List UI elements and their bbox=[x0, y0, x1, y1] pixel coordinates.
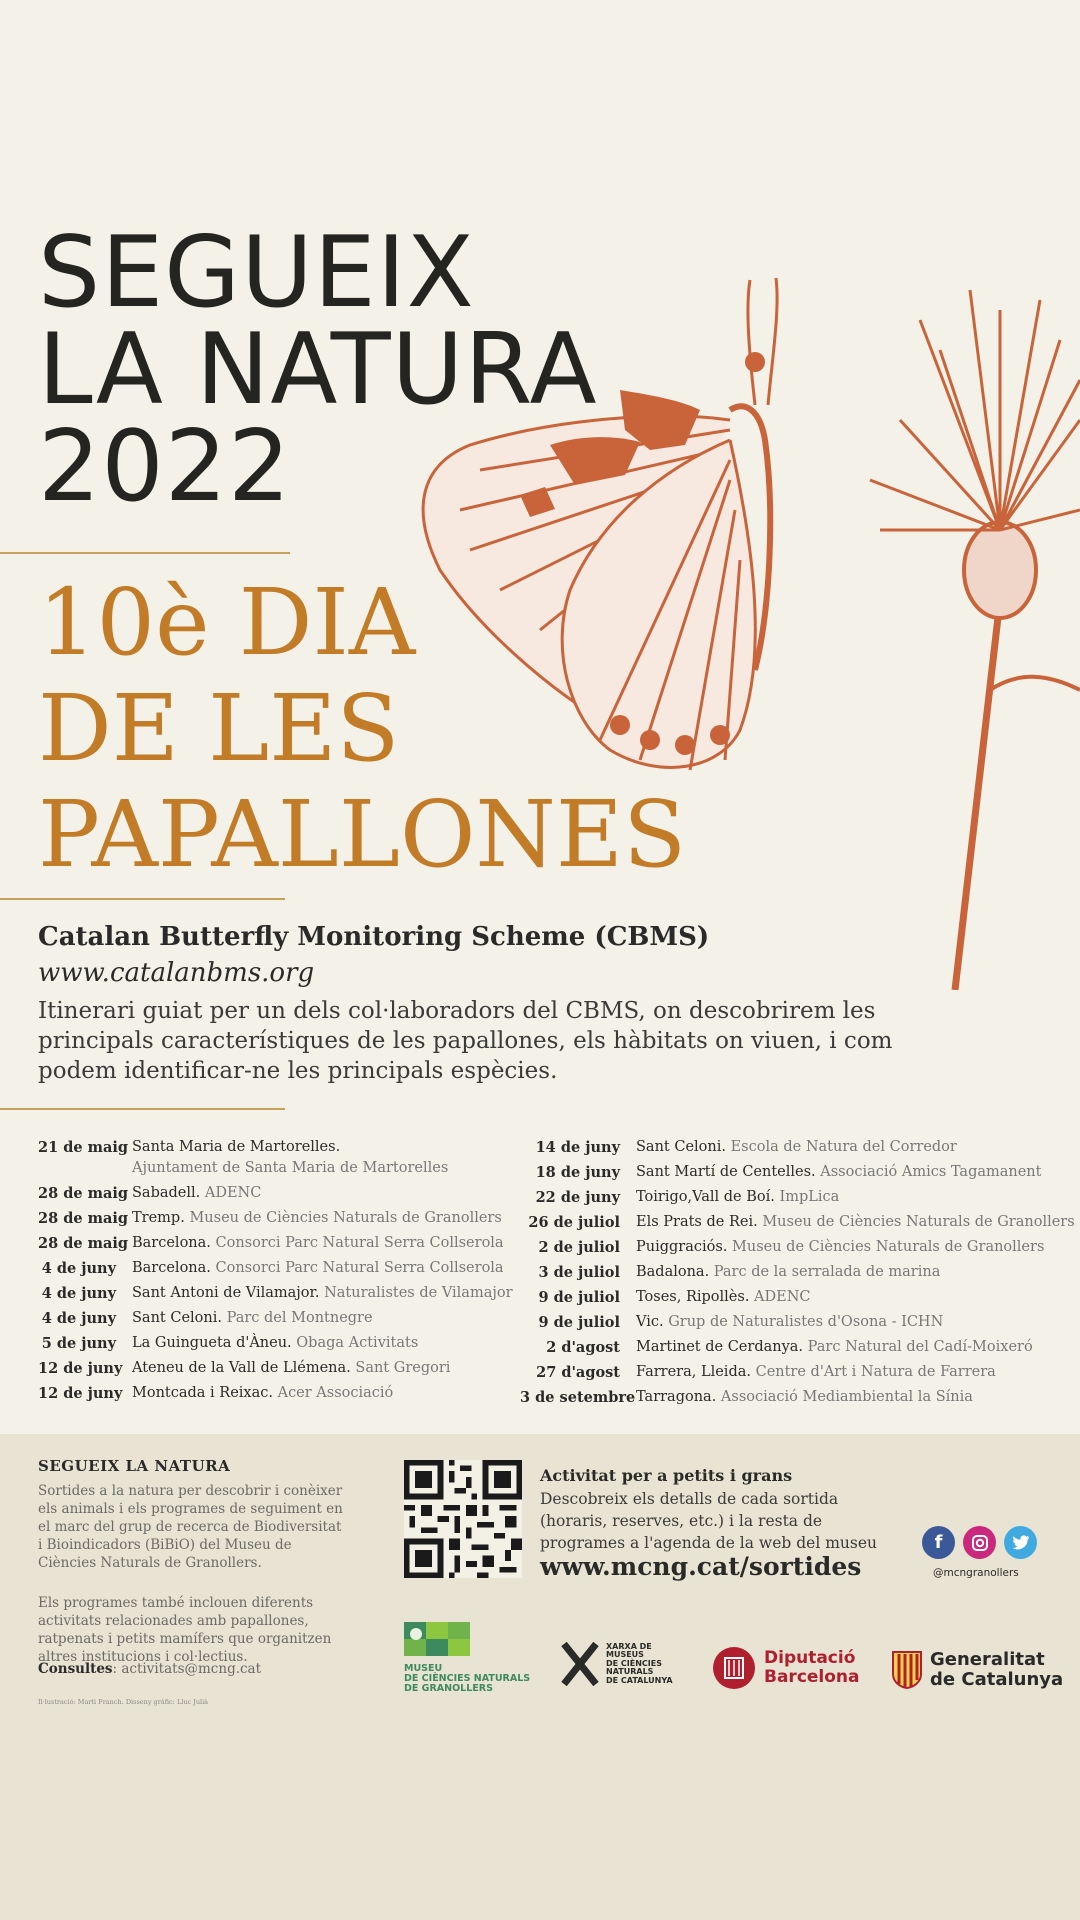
place-name: Barcelona. bbox=[132, 1235, 211, 1251]
xarxa-logo-line: NATURALS bbox=[606, 1667, 654, 1677]
schedule-row bbox=[38, 1281, 513, 1306]
schedule-row bbox=[38, 1231, 513, 1256]
footer-description: Sortides a la natura per descobrir i conèixer els animals i els programes de seguiment en el marc del grup de recerca de Biodiversitat i Bioindicadors (BiBiO) del Museu de Ciències Naturals de Granollers. bbox=[38, 1483, 343, 1571]
place-name: Martinet de Cerdanya. bbox=[636, 1339, 804, 1355]
schedule-row bbox=[38, 1135, 513, 1181]
schedule-date: 21 de maig bbox=[38, 1139, 129, 1156]
schedule-row bbox=[38, 1206, 513, 1231]
schedule-row bbox=[38, 1181, 513, 1206]
schedule-place bbox=[620, 1385, 973, 1410]
schedule-row bbox=[38, 1306, 513, 1331]
schedule-place bbox=[620, 1360, 996, 1385]
organizer-name: Escola de Natura del Corredor bbox=[730, 1139, 957, 1155]
place-name: Sant Celoni. bbox=[636, 1139, 726, 1155]
schedule-date: 4 de juny bbox=[41, 1310, 116, 1327]
intro-text: Itinerari guiat per un dels col·laboradors del CBMS, on descobrirem les principals característiques de les papallones, els hàbitats on viuen, i com podem identificar-ne les principals espècies. bbox=[38, 998, 893, 1084]
schedule-row bbox=[38, 1356, 513, 1381]
schedule-place bbox=[620, 1185, 839, 1210]
schedule-row bbox=[520, 1185, 1075, 1210]
schedule-row bbox=[520, 1285, 1075, 1310]
divider bbox=[0, 898, 285, 900]
instagram-icon[interactable] bbox=[963, 1526, 996, 1559]
organizer-name: Consorci Parc Natural Serra Collserola bbox=[215, 1260, 504, 1276]
diputacio-barcelona-logo bbox=[712, 1646, 860, 1690]
schedule-date: 4 de juny bbox=[41, 1260, 116, 1277]
schedule-date: 9 de juliol bbox=[538, 1314, 620, 1331]
schedule-row bbox=[520, 1385, 1075, 1410]
title-line: LA NATURA bbox=[38, 313, 598, 427]
place-name: Sant Celoni. bbox=[132, 1310, 222, 1326]
organizer-name: Centre d'Art i Natura de Farrera bbox=[755, 1364, 996, 1380]
schedule-row bbox=[520, 1160, 1075, 1185]
facebook-icon[interactable]: f bbox=[922, 1526, 955, 1559]
museu-logo-mark bbox=[404, 1622, 472, 1656]
activity-title: Activitat per a petits i grans bbox=[540, 1466, 793, 1485]
place-name: Barcelona. bbox=[132, 1260, 211, 1276]
organizer-name: Museu de Ciències Naturals de Granollers bbox=[762, 1214, 1075, 1230]
museu-logo-line: DE GRANOLLERS bbox=[404, 1683, 493, 1694]
place-name: Montcada i Reixac. bbox=[132, 1385, 273, 1401]
schedule-date: 9 de juliol bbox=[538, 1289, 620, 1306]
event-title-line: DE LES bbox=[38, 675, 400, 782]
schedule-date: 12 de juny bbox=[38, 1385, 123, 1402]
organizer-name: Ajuntament de Santa Maria de Martorelles bbox=[132, 1160, 449, 1176]
place-name: Puiggraciós. bbox=[636, 1239, 728, 1255]
diputacio-logo-line: Diputació bbox=[764, 1648, 856, 1668]
schedule-place bbox=[620, 1135, 957, 1160]
schedule-date: 27 d'agost bbox=[536, 1364, 620, 1381]
schedule-row bbox=[38, 1256, 513, 1281]
activity-text: Descobreix els detalls de cada sortida (horaris, reserves, etc.) i la resta de programes a l'agenda de la web del museu bbox=[540, 1490, 877, 1552]
organizer-name: Associació Mediambiental la Sínia bbox=[720, 1389, 973, 1405]
xarxa-logo-line: MUSEUS bbox=[606, 1650, 644, 1660]
organizer-name: ADENC bbox=[754, 1289, 811, 1305]
twitter-icon[interactable] bbox=[1004, 1526, 1037, 1559]
organizer-name: Consorci Parc Natural Serra Collserola bbox=[215, 1235, 504, 1251]
schedule-place bbox=[116, 1206, 502, 1231]
event-title-line: PAPALLONES bbox=[38, 781, 687, 888]
schedule-date: 28 de maig bbox=[38, 1235, 129, 1252]
organizer-name: Parc de la serralada de marina bbox=[713, 1264, 941, 1280]
schedule-place bbox=[620, 1335, 1033, 1360]
organizer-name: Museu de Ciències Naturals de Granollers bbox=[189, 1210, 502, 1226]
xarxa-logo-mark bbox=[560, 1642, 600, 1686]
diputacio-logo-line: Barcelona bbox=[764, 1667, 860, 1687]
credits: Il·lustració: Marti Franch. Disseny gràfic: Lluc Julià bbox=[38, 1698, 209, 1706]
generalitat-logo-line: Generalitat bbox=[930, 1649, 1045, 1670]
contact-label: Consultes bbox=[38, 1661, 113, 1677]
schedule-place bbox=[620, 1260, 940, 1285]
place-name: Sant Martí de Centelles. bbox=[636, 1164, 816, 1180]
schedule-place bbox=[116, 1381, 393, 1406]
place-name: Farrera, Lleida. bbox=[636, 1364, 751, 1380]
organizer-name: Parc del Montnegre bbox=[226, 1310, 373, 1326]
schedule-place bbox=[116, 1331, 418, 1356]
museu-logo-line: DE CIÈNCIES NATURALS bbox=[404, 1673, 531, 1684]
organizer-name: Obaga Activitats bbox=[296, 1335, 419, 1351]
xarxa-logo-line: XARXA DE bbox=[606, 1641, 652, 1651]
social-links bbox=[922, 1526, 1037, 1559]
schedule-place bbox=[116, 1306, 373, 1331]
schedule-place bbox=[116, 1281, 513, 1306]
schedule-right bbox=[520, 1135, 1075, 1410]
schedule-place bbox=[116, 1135, 448, 1181]
organizer-name: Sant Gregori bbox=[355, 1360, 451, 1376]
place-name: Sant Antoni de Vilamajor. bbox=[132, 1285, 320, 1301]
schedule-date: 4 de juny bbox=[41, 1285, 116, 1302]
xarxa-logo-line: DE CIÈNCIES bbox=[606, 1658, 662, 1668]
place-name: Els Prats de Rei. bbox=[636, 1214, 758, 1230]
cbms-title: Catalan Butterfly Monitoring Scheme (CBMS) bbox=[38, 922, 710, 952]
organizer-name: ADENC bbox=[204, 1185, 262, 1201]
place-name: Tremp. bbox=[132, 1210, 185, 1226]
event-title bbox=[38, 570, 686, 888]
schedule-date: 3 de setembre bbox=[520, 1389, 636, 1406]
place-name: Vic. bbox=[636, 1314, 664, 1330]
organizer-name: Naturalistes de Vilamajor bbox=[324, 1285, 513, 1301]
schedule-date: 26 de juliol bbox=[528, 1214, 620, 1231]
schedule-place bbox=[116, 1181, 261, 1206]
place-name: Santa Maria de Martorelles. bbox=[132, 1139, 341, 1155]
organizer-name: Parc Natural del Cadí-Moixeró bbox=[807, 1339, 1033, 1355]
contact-email-link[interactable]: : activitats@mcng.cat bbox=[112, 1661, 262, 1677]
schedule-date: 12 de juny bbox=[38, 1360, 123, 1377]
footer-contact bbox=[38, 1660, 348, 1678]
divider bbox=[0, 1108, 285, 1110]
schedule-date: 3 de juliol bbox=[538, 1264, 620, 1281]
qr-code[interactable] bbox=[404, 1460, 522, 1578]
organizer-name: Grup de Naturalistes d'Osona - ICHN bbox=[668, 1314, 944, 1330]
schedule-row bbox=[520, 1210, 1075, 1235]
schedule-place bbox=[620, 1160, 1041, 1185]
schedule-date: 14 de juny bbox=[535, 1139, 620, 1156]
place-name: Tarragona. bbox=[636, 1389, 717, 1405]
schedule-date: 18 de juny bbox=[535, 1164, 620, 1181]
schedule-row bbox=[520, 1335, 1075, 1360]
cbms-url-link[interactable]: www.catalanbms.org bbox=[38, 958, 315, 988]
schedule-place bbox=[620, 1285, 811, 1310]
organizer-name: ImpLica bbox=[779, 1189, 840, 1205]
schedule-place bbox=[116, 1256, 504, 1281]
schedule-date: 28 de maig bbox=[38, 1210, 129, 1227]
divider bbox=[0, 552, 290, 554]
xarxa-museus-logo bbox=[560, 1642, 673, 1686]
generalitat-logo-line: de Catalunya bbox=[930, 1669, 1064, 1690]
generalitat-logo-mark bbox=[892, 1651, 922, 1689]
event-title-line: 10è DIA bbox=[38, 569, 416, 676]
schedule-place bbox=[620, 1210, 1075, 1235]
title-line: 2022 bbox=[38, 410, 292, 524]
museum-url-link[interactable]: www.mcng.cat/sortides bbox=[540, 1552, 862, 1581]
footer-programs: Els programes també inclouen diferents activitats relacionades amb papallones, ratpenats i petits mamífers que organitzen altres institucions i col·lectius. bbox=[38, 1595, 332, 1665]
schedule-date: 2 de juliol bbox=[538, 1239, 620, 1256]
xarxa-logo-line: DE CATALUNYA bbox=[606, 1675, 673, 1685]
place-name: Ateneu de la Vall de Llémena. bbox=[132, 1360, 351, 1376]
generalitat-logo bbox=[892, 1650, 1063, 1690]
place-name: Toses, Ripollès. bbox=[636, 1289, 750, 1305]
social-handle: @mcngranollers bbox=[933, 1567, 1019, 1579]
title-line: SEGUEIX bbox=[38, 216, 475, 330]
footer-title: SEGUEIX LA NATURA bbox=[38, 1457, 231, 1475]
schedule-row bbox=[38, 1331, 513, 1356]
place-name: Badalona. bbox=[636, 1264, 710, 1280]
schedule-place bbox=[620, 1310, 943, 1335]
diputacio-logo-mark bbox=[712, 1646, 756, 1690]
schedule-place bbox=[116, 1231, 504, 1256]
schedule-row bbox=[520, 1135, 1075, 1160]
organizer-name: Acer Associació bbox=[277, 1385, 394, 1401]
place-name: La Guingueta d'Àneu. bbox=[132, 1335, 292, 1351]
schedule-row bbox=[38, 1381, 513, 1406]
schedule-date: 2 d'agost bbox=[546, 1339, 620, 1356]
schedule-row bbox=[520, 1235, 1075, 1260]
place-name: Sabadell. bbox=[132, 1185, 201, 1201]
schedule-row bbox=[520, 1310, 1075, 1335]
schedule-row bbox=[520, 1360, 1075, 1385]
schedule-place bbox=[620, 1235, 1044, 1260]
schedule-date: 28 de maig bbox=[38, 1185, 129, 1202]
schedule-place bbox=[116, 1356, 450, 1381]
schedule-left bbox=[38, 1135, 513, 1406]
schedule-date: 22 de juny bbox=[535, 1189, 620, 1206]
museu-granollers-logo bbox=[404, 1622, 530, 1694]
museu-logo-line: MUSEU bbox=[404, 1663, 443, 1674]
organizer-name: Associació Amics Tagamanent bbox=[820, 1164, 1042, 1180]
schedule-date: 5 de juny bbox=[41, 1335, 116, 1352]
organizer-name: Museu de Ciències Naturals de Granollers bbox=[732, 1239, 1045, 1255]
place-name: Toirigo,Vall de Boí. bbox=[636, 1189, 775, 1205]
schedule-row bbox=[520, 1260, 1075, 1285]
